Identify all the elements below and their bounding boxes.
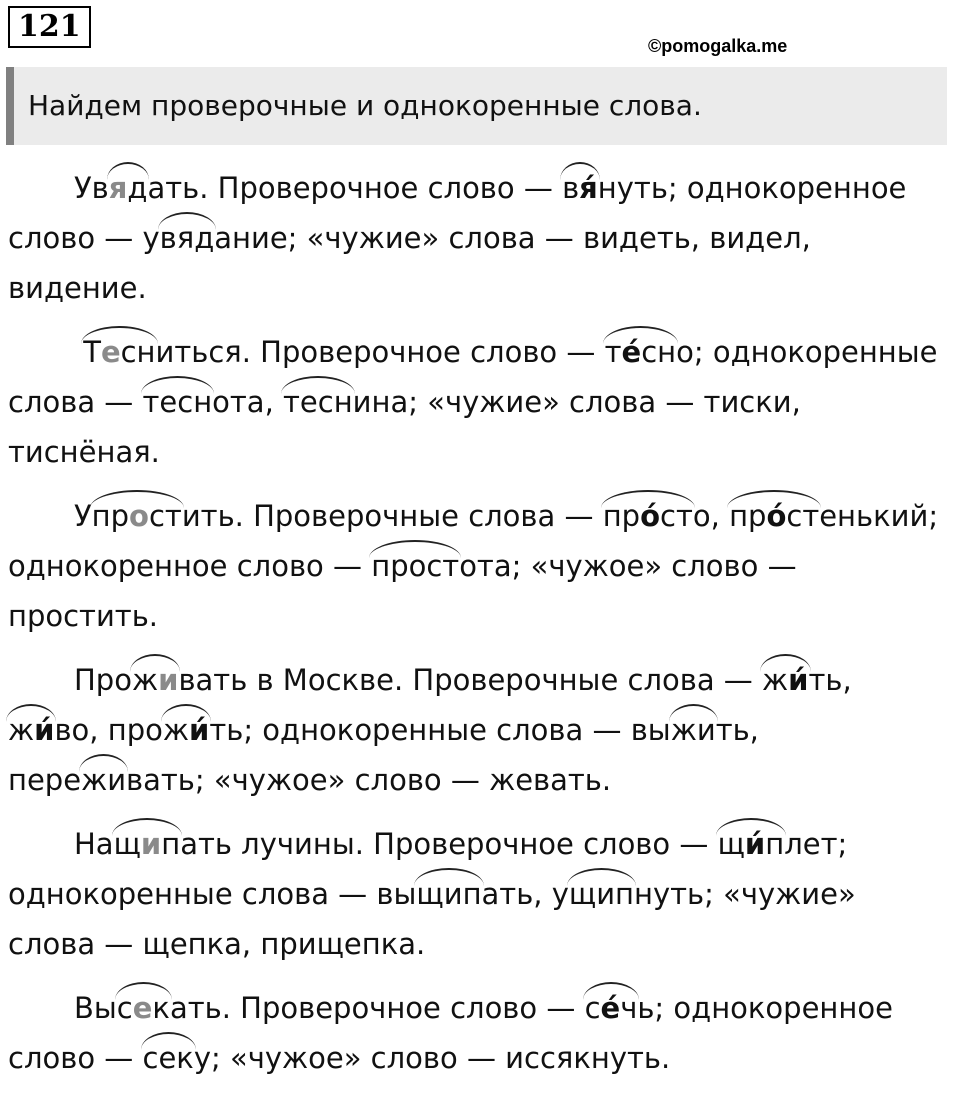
answer-paragraph-4: Проживать в Москве. Проверочные слова — жи́ть, жи́во, прожи́ть; однокоренные слова — выжить, переживать; «чужое» слово — жевать.	[8, 655, 953, 805]
answer-paragraph-6: Высекать. Проверочное слово — се́чь; однокоренное слово — секу; «чужое» слово — иссякнуть.	[8, 983, 953, 1083]
exercise-number: 121	[8, 6, 91, 48]
instruction-banner	[6, 67, 947, 145]
answer-paragraph-2: Тесниться. Проверочное слово — те́сно; однокоренные слова — теснота, теснина; «чужие» слова — тиски, тиснёная.	[8, 327, 953, 477]
answer-paragraph-5: Нащипать лучины. Проверочное слово — щи́плет; однокоренные слова — выщипать, ущипнуть; «чужие» слова — щепка, прищепка.	[8, 819, 953, 969]
answer-content	[8, 163, 953, 1097]
instruction-text: Найдем проверочные и однокоренные слова.	[28, 89, 702, 122]
watermark: ©pomogalka.me	[648, 36, 788, 56]
answer-paragraph-1: Увядать. Проверочное слово — вя́нуть; однокоренное слово — увядание; «чужие» слова — видеть, видел, видение.	[8, 163, 953, 313]
answer-paragraph-3: Упростить. Проверочные слова — про́сто, про́стенький; однокоренное слово — простота; «чужое» слово — простить.	[8, 491, 953, 641]
